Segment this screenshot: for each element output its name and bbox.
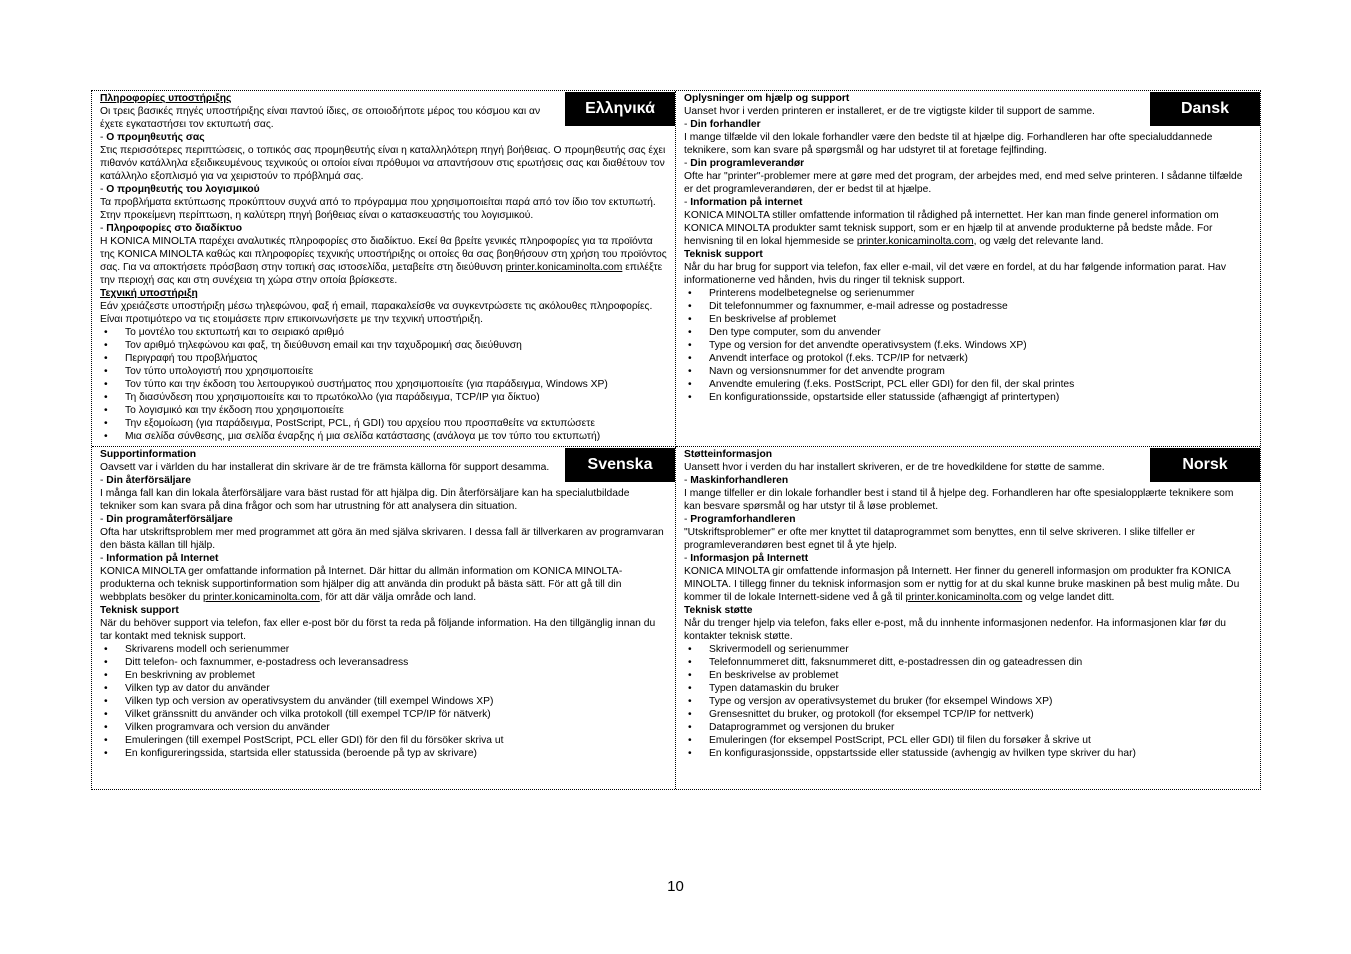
section-title: Støtteinformasjon xyxy=(684,449,773,460)
list-item: • Τον αριθμό τηλεφώνου και φαξ, τη διεύθυνση email και την ταχυδρομική σας διεύθυνση xyxy=(100,339,667,352)
list-item: • En beskrivning av problemet xyxy=(100,669,667,682)
list-item: • Vilken programvara och version du använder xyxy=(100,721,667,734)
internet-text: KONICA MINOLTA gir omfattende informasjon på Internett. Her finner du generell informasjon om produkter fra KONICA MINOLTA. I tillegg finner du teknisk informasjon som er nyttig for at du skal kunne bruke maskinen på best mulig måte. Du kommer til de lokale Internett-sidene ved å gå til printer.konicaminolta.com og velge landet ditt. xyxy=(684,566,1240,603)
list-item: • Τη διασύνδεση που χρησιμοποιείτε και το πρωτόκολλο (για παράδειγμα, TCP/IP για δίκτυο) xyxy=(100,391,667,404)
subheading-software: Ο προμηθευτής του λογισμικού xyxy=(106,184,260,195)
dealer-text: I mange tilfeller er din lokale forhandler best i stand til å hjelpe deg. Forhandleren har ofte spesialopplærte teknikere som kan besvare spørsmål og har utstyr til å løse problemet. xyxy=(684,488,1234,512)
support-info-grid xyxy=(91,90,1261,790)
subheading-software: Din programleverandør xyxy=(690,158,805,169)
list-item: • En konfigurationsside, opstartside eller statusside (afhængigt af printertypen) xyxy=(684,391,1252,404)
list-item: • Anvendt interface og protokol (f.eks. TCP/IP for netværk) xyxy=(684,352,1252,365)
list-item: • En konfigureringssida, startsida eller statussida (beroende på typ av skrivare) xyxy=(100,747,667,760)
subheading-tech-support: Teknisk support xyxy=(684,249,763,260)
intro-text: Οι τρεις βασικές πηγές υποστήριξης είναι παντού ίδιες, σε οποιοδήποτε μέρος του κόσμου και αν έχετε εγκαταστήσει τον εκτυπωτή σας. xyxy=(100,106,541,130)
website-link[interactable]: printer.konicaminolta.com xyxy=(905,592,1023,603)
subheading-tech-support: Teknisk støtte xyxy=(684,605,753,616)
subheading-dealer: Din återförsäljare xyxy=(106,475,191,486)
list-item: • Telefonnummeret ditt, faksnummeret ditt, e-postadressen din og gateadressen din xyxy=(684,656,1252,669)
intro-text: Uansett hvor i verden du har installert skriveren, er de tre hovedkildene for støtte de samme. xyxy=(684,462,1105,473)
list-item: • Emuleringen (till exempel PostScript, PCL eller GDI) för den fil du försöker skriva ut xyxy=(100,734,667,747)
list-item: • Μια σελίδα σύνθεσης, μια σελίδα έναρξης ή μια σελίδα κατάστασης (ανάλογα με τον τύπο του εκτυπωτή) xyxy=(100,430,667,443)
section-greek: Ελληνικά Πληροφορίες υποστήριξης Οι τρεις βασικές πηγές υποστήριξης είναι παντού ίδιες, σε οποιοδήποτε μέρος του κόσμου και αν έχετε εγκαταστήσει τον εκτυπωτή σας. - Ο προμηθευτής σας Στις περισσότερες περιπτώσεις, ο τοπικός σας προμηθευτής είναι η καταλληλότερη πηγή βοήθειας. Ο προμηθευτής σας έχει πιθανόν κατάλληλα εξειδικευμένους τεχνικούς οι οποίοι είναι πρόθυμοι να απαντήσουν στις ερωτήσεις σας και διαθέτουν τον κατάλληλο εξοπλισμό για να χειριστούν το πρόβλημά σας. - Ο προμηθευτής του λογισμικού Τα προβλήματα εκτύπωσης προκύπτουν συχνά από το πρόγραμμα που χρησιμοποιείται παρά από τον ίδιο τον εκτυπωτή. Στην προκείμενη περίπτωση, η καλύτερη πηγή βοήθειας είναι ο κατασκευαστής του λογισμικού. - Πληροφορίες στο διαδίκτυο Η KONICA MINOLTA παρέχει αναλυτικές πληροφορίες στο διαδίκτυο. Εκεί θα βρείτε γενικές πληροφορίες για τα προϊόντα της KONICA MINOLTA καθώς και πληροφορίες τεχνικής υποστήριξης οι οποίες θα σας βοηθήσουν στη χρήση του προϊόντος σας. Για να αποκτήσετε πρόσβαση στην τοπική σας ιστοσελίδα, μεταβείτε στη διεύθυνση printer.konicaminolta.com επιλέξτε την περιοχή σας και στη συνέχεια τη χώρα στην οποία βρίσκεστε. Τεχνική υποστήριξη Εάν χρειάζεστε υποστήριξη μέσω τηλεφώνου, φαξ ή email, παρακαλείσθε να συγκεντρώσετε τις ακόλουθες πληροφορίες. Είναι προτιμότερο να τις ετοιμάσετε πριν επικοινωνήσετε με την τεχνική υποστήριξη. • Το μοντέλο του εκτυπωτή και το σειριακό αριθμό • Τον αριθμό τηλεφώνου και φαξ, τη διεύθυνση email και την ταχυδρομική σας διεύθυνση • Περιγραφή του προβλήματος • Τον τύπο υπολογιστή που χρησιμοποιείτε • Τον τύπο και την έκδοση του λειτουργικού συστήματος που χρησιμοποιείτε (για παράδειγμα, Windows XP) • Τη διασύνδεση που χρησιμοποιείτε και το πρωτόκολλο (για παράδειγμα, TCP/IP για δίκτυο) • Το λογισμικό και την έκδοση που χρησιμοποιείτε • Την εξομοίωση (για παράδειγμα, PostScript, PCL, ή GDI) του αρχείου που προσπαθείτε να εκτυπώσετε • Μια σελίδα σύνθεσης, μια σελίδα έναρξης ή μια σελίδα κατάστασης (ανάλογα με τον τύπο του εκτυπωτή) xyxy=(92,91,676,447)
list-item: • Τον τύπο και την έκδοση του λειτουργικού συστήματος που χρησιμοποιείτε (για παράδειγμα, Windows XP) xyxy=(100,378,667,391)
software-text: Τα προβλήματα εκτύπωσης προκύπτουν συχνά από το πρόγραμμα που χρησιμοποιείται παρά από τον ίδιο τον εκτυπωτή. Στην προκείμενη περίπτωση, η καλύτερη πηγή βοήθειας είναι ο κατασκευαστής του λογισμικού. xyxy=(100,197,656,221)
internet-text: KONICA MINOLTA stiller omfattende information til rådighed på internettet. Her kan man finde generel information om KONICA MINOLTA produkter samt teknisk support, som er en hjælp til at anvende produkterne på bedste måde. For henvisning til en lokal hjemmeside se printer.konicaminolta.com, og vælg det relevante land. xyxy=(684,210,1219,247)
section-danish: Dansk Oplysninger om hjælp og support Uanset hvor i verden printeren er installeret, er de tre vigtigste kilder til support de samme. - Din forhandler I mange tilfælde vil den lokale forhandler være den bedste til at hjælpe dig. Forhandleren har ofte specialuddannede teknikere, som kan svare på spørgsmål og har udstyret til at foretage fejlfinding. - Din programleverandør Ofte har "printer"-problemer mere at gøre med det program, der arbejdes med, end med selve printeren. I sådanne tilfælde er det programleverandøren, der er bedst til at hjælpe. - Information på internet KONICA MINOLTA stiller omfattende information til rådighed på internettet. Her kan man finde generel information om KONICA MINOLTA produkter samt teknisk support, som er en hjælp til at anvende produkterne på bedste måde. For henvisning til en lokal hjemmeside se printer.konicaminolta.com, og vælg det relevante land. Teknisk support Når du har brug for support via telefon, fax eller e-mail, vil det være en fordel, at du har følgende information parat. Hav informationerne ved hånden, hvis du ringer til teknisk support. • Printerens modelbetegnelse og serienummer • Dit telefonnummer og faxnummer, e-mail adresse og postadresse • En beskrivelse af problemet • Den type computer, som du anvender • Type og version for det anvendte operativsystem (f.eks. Windows XP) • Anvendt interface og protokol (f.eks. TCP/IP for netværk) • Navn og versionsnummer for det anvendte program • Anvendte emulering (f.eks. PostScript, PCL eller GDI) for den fil, der skal printes • En konfigurationsside, opstartside eller statusside (afhængigt af printertypen) xyxy=(676,91,1260,447)
list-item: • Typen datamaskin du bruker xyxy=(684,682,1252,695)
list-item: • Navn og versionsnummer for det anvendte program xyxy=(684,365,1252,378)
list-item: • Vilken typ och version av operativsystem du använder (till exempel Windows XP) xyxy=(100,695,667,708)
software-text: Ofte har "printer"-problemer mere at gøre med det program, der arbejdes med, end med selve printeren. I sådanne tilfælde er det programleverandøren, der er bedst til at hjælpe. xyxy=(684,171,1243,195)
subheading-internet: Information på Internet xyxy=(106,553,219,564)
info-checklist xyxy=(100,643,667,760)
list-item: • Grensesnittet du bruker, og protokoll (for eksempel TCP/IP for nettverk) xyxy=(684,708,1252,721)
subheading-software: Programforhandleren xyxy=(690,514,796,525)
list-item: • En beskrivelse af problemet xyxy=(684,313,1252,326)
list-item: • Emuleringen (for eksempel PostScript, PCL eller GDI) til filen du forsøker å skrive ut xyxy=(684,734,1252,747)
list-item: • Vilket gränssnitt du använder och vilka protokoll (till exempel TCP/IP för nätverk) xyxy=(100,708,667,721)
tech-support-text: Εάν χρειάζεστε υποστήριξη μέσω τηλεφώνου, φαξ ή email, παρακαλείσθε να συγκεντρώσετε τις ακόλουθες πληροφορίες. Είναι προτιμότερο να τις ετοιμάσετε πριν επικοινωνήσετε με την τεχνική υποστήριξη. xyxy=(100,301,653,325)
list-item: • Printerens modelbetegnelse og serienummer xyxy=(684,287,1252,300)
tech-support-text: När du behöver support via telefon, fax eller e-post bör du först ta reda på följande information. Ha den tillgänglig innan du tar kontakt med teknisk support. xyxy=(100,618,656,642)
dealer-text: I många fall kan din lokala återförsäljare vara bäst rustad för att hjälpa dig. Din återförsäljare kan ha specialutbildade tekniker som kan svara på dina frågor och som har utrustning för att analysera din situation. xyxy=(100,488,630,512)
subheading-dealer: Ο προμηθευτής σας xyxy=(106,132,205,143)
website-link[interactable]: printer.konicaminolta.com xyxy=(505,262,623,273)
internet-text: Η KONICA MINOLTA παρέχει αναλυτικές πληροφορίες στο διαδίκτυο. Εκεί θα βρείτε γενικές πληροφορίες για τα προϊόντα της KONICA MINOLTA καθώς και πληροφορίες τεχνικής υποστήριξης οι οποίες θα σας βοηθήσουν στη χρήση του προϊόντος σας. Για να αποκτήσετε πρόσβαση στην τοπική σας ιστοσελίδα, μεταβείτε στη διεύθυνση printer.konicaminolta.com επιλέξτε την περιοχή σας και στη συνέχεια τη χώρα στην οποία βρίσκεστε. xyxy=(100,236,667,286)
subheading-tech-support: Teknisk support xyxy=(100,605,179,616)
section-title: Πληροφορίες υποστήριξης xyxy=(100,93,232,104)
section-swedish: Svenska Supportinformation Oavsett var i världen du har installerat din skrivare är de tre främsta källorna för support desamma. - Din återförsäljare I många fall kan din lokala återförsäljare vara bäst rustad för att hjälpa dig. Din återförsäljare kan ha specialutbildade tekniker som kan svara på dina frågor och som har utrustning för att analysera din situation. - Din programåterförsäljare Ofta har utskriftsproblem mer med programmet att göra än med själva skrivaren. I dessa fall är tillverkaren av programvaran den bästa källan till hjälp. - Information på Internet KONICA MINOLTA ger omfattande information på Internet. Där hittar du allmän information om KONICA MINOLTA-produkterna och teknisk supportinformation som hjälper dig att använda din produkt på bästa sätt. För att gå till din webbplats besöker du printer.konicaminolta.com, för att där välja område och land. Teknisk support När du behöver support via telefon, fax eller e-post bör du först ta reda på följande information. Ha den tillgänglig innan du tar kontakt med teknisk support. • Skrivarens modell och serienummer • Ditt telefon- och faxnummer, e-postadress och leveransadress • En beskrivning av problemet • Vilken typ av dator du använder • Vilken typ och version av operativsystem du använder (till exempel Windows XP) • Vilket gränssnitt du använder och vilka protokoll (till exempel TCP/IP för nätverk) • Vilken programvara och version du använder • Emuleringen (till exempel PostScript, PCL eller GDI) för den fil du försöker skriva ut • En konfigureringssida, startsida eller statussida (beroende på typ av skrivare) xyxy=(92,447,676,789)
tech-support-text: Når du har brug for support via telefon, fax eller e-mail, vil det være en fordel, at du har følgende information parat. Hav informationerne ved hånden, hvis du ringer til teknisk support. xyxy=(684,262,1227,286)
list-item: • Dataprogrammet og versjonen du bruker xyxy=(684,721,1252,734)
list-item: • Vilken typ av dator du använder xyxy=(100,682,667,695)
dealer-text: Στις περισσότερες περιπτώσεις, ο τοπικός σας προμηθευτής είναι η καταλληλότερη πηγή βοήθειας. Ο προμηθευτής σας έχει πιθανόν κατάλληλα εξειδικευμένους τεχνικούς οι οποίοι είναι πρόθυμοι να απαντήσουν στις ερωτήσεις σας και διαθέτουν τον κατάλληλο εξοπλισμό για να χειριστούν το πρόβλημά σας. xyxy=(100,145,666,182)
list-item: • Skrivermodell og serienummer xyxy=(684,643,1252,656)
list-item: • Τον τύπο υπολογιστή που χρησιμοποιείτε xyxy=(100,365,667,378)
language-label: Ελληνικά xyxy=(565,92,675,126)
software-text: "Utskriftsproblemer" er ofte mer knyttet til dataprogrammet som benyttes, enn til selve skriveren. I slike tilfeller er programleverandøren best egnet til å yte hjelp. xyxy=(684,527,1195,551)
website-link[interactable]: printer.konicaminolta.com xyxy=(203,592,320,603)
list-item: • Dit telefonnummer og faxnummer, e-mail adresse og postadresse xyxy=(684,300,1252,313)
subheading-internet: Information på internet xyxy=(690,197,803,208)
info-checklist xyxy=(684,643,1252,760)
intro-text: Oavsett var i världen du har installerat din skrivare är de tre främsta källorna för support desamma. xyxy=(100,462,550,473)
list-item: • Type og version for det anvendte operativsystem (f.eks. Windows XP) xyxy=(684,339,1252,352)
list-item: • Την εξομοίωση (για παράδειγμα, PostScript, PCL, ή GDI) του αρχείου που προσπαθείτε να εκτυπώσετε xyxy=(100,417,667,430)
language-label: Dansk xyxy=(1150,92,1260,126)
list-item: • Το λογισμικό και την έκδοση που χρησιμοποιείτε xyxy=(100,404,667,417)
section-norwegian: Norsk Støtteinformasjon Uansett hvor i verden du har installert skriveren, er de tre hovedkildene for støtte de samme. - Maskinforhandleren I mange tilfeller er din lokale forhandler best i stand til å hjelpe deg. Forhandleren har ofte spesialopplærte teknikere som kan besvare spørsmål og har utstyr til å løse problemet. - Programforhandleren "Utskriftsproblemer" er ofte mer knyttet til dataprogrammet som benyttes, enn til selve skriveren. I slike tilfeller er programleverandøren best egnet til å yte hjelp. - Informasjon på Internett KONICA MINOLTA gir omfattende informasjon på Internett. Her finner du generell informasjon om produkter fra KONICA MINOLTA. I tillegg finner du teknisk informasjon som er nyttig for at du skal kunne bruke maskinen på best mulig måte. Du kommer til de lokale Internett-sidene ved å gå til printer.konicaminolta.com og velge landet ditt. Teknisk støtte Når du trenger hjelp via telefon, faks eller e-post, må du innhente informasjonen nedenfor. Ha informasjonen klar før du kontakter teknisk støtte. • Skrivermodell og serienummer • Telefonnummeret ditt, faksnummeret ditt, e-postadressen din og gateadressen din • En beskrivelse av problemet • Typen datamaskin du bruker • Type og versjon av operativsystemet du bruker (for eksempel Windows XP) • Grensesnittet du bruker, og protokoll (for eksempel TCP/IP for nettverk) • Dataprogrammet og versjonen du bruker • Emuleringen (for eksempel PostScript, PCL eller GDI) til filen du forsøker å skrive ut • En konfigurasjonsside, oppstartsside eller statusside (avhengig av hvilken type skriver du har) xyxy=(676,447,1260,789)
list-item: • Type og versjon av operativsystemet du bruker (for eksempel Windows XP) xyxy=(684,695,1252,708)
subheading-internet: Informasjon på Internett xyxy=(690,553,809,564)
language-label: Svenska xyxy=(565,448,675,482)
list-item: • Den type computer, som du anvender xyxy=(684,326,1252,339)
internet-text: KONICA MINOLTA ger omfattande information på Internet. Där hittar du allmän information om KONICA MINOLTA-produkterna och teknisk supportinformation som hjälper dig att använda din produkt på bästa sätt. För att gå till din webbplats besöker du printer.konicaminolta.com, för att där välja område och land. xyxy=(100,566,623,603)
language-label: Norsk xyxy=(1150,448,1260,482)
info-checklist xyxy=(684,287,1252,404)
list-item: • Περιγραφή του προβλήματος xyxy=(100,352,667,365)
subheading-dealer: Maskinforhandleren xyxy=(690,475,789,486)
list-item: • Skrivarens modell och serienummer xyxy=(100,643,667,656)
subheading-software: Din programåterförsäljare xyxy=(106,514,233,525)
website-link[interactable]: printer.konicaminolta.com xyxy=(856,236,974,247)
subheading-tech-support: Τεχνική υποστήριξη xyxy=(100,288,198,299)
section-title: Oplysninger om hjælp og support xyxy=(684,93,850,104)
tech-support-text: Når du trenger hjelp via telefon, faks eller e-post, må du innhente informasjonen nedenfor. Ha informasjonen klar før du kontakter teknisk støtte. xyxy=(684,618,1227,642)
list-item: • En beskrivelse av problemet xyxy=(684,669,1252,682)
section-title: Supportinformation xyxy=(100,449,197,460)
subheading-internet: Πληροφορίες στο διαδίκτυο xyxy=(106,223,243,234)
list-item: • Anvendte emulering (f.eks. PostScript, PCL eller GDI) for den fil, der skal printes xyxy=(684,378,1252,391)
list-item: • Το μοντέλο του εκτυπωτή και το σειριακό αριθμό xyxy=(100,326,667,339)
list-item: • En konfigurasjonsside, oppstartsside eller statusside (avhengig av hvilken type skriver du har) xyxy=(684,747,1252,760)
info-checklist xyxy=(100,326,667,443)
dealer-text: I mange tilfælde vil den lokale forhandler være den bedste til at hjælpe dig. Forhandleren har ofte specialuddannede teknikere, som kan svare på spørgsmål og har udstyret til at foretage fejlfinding. xyxy=(684,132,1213,156)
intro-text: Uanset hvor i verden printeren er installeret, er de tre vigtigste kilder til support de samme. xyxy=(684,106,1095,117)
list-item: • Ditt telefon- och faxnummer, e-postadress och leveransadress xyxy=(100,656,667,669)
page-number: 10 xyxy=(667,878,684,895)
subheading-dealer: Din forhandler xyxy=(690,119,761,130)
software-text: Ofta har utskriftsproblem mer med programmet att göra än med själva skrivaren. I dessa fall är tillverkaren av programvaran den bästa källan till hjälp. xyxy=(100,527,664,551)
